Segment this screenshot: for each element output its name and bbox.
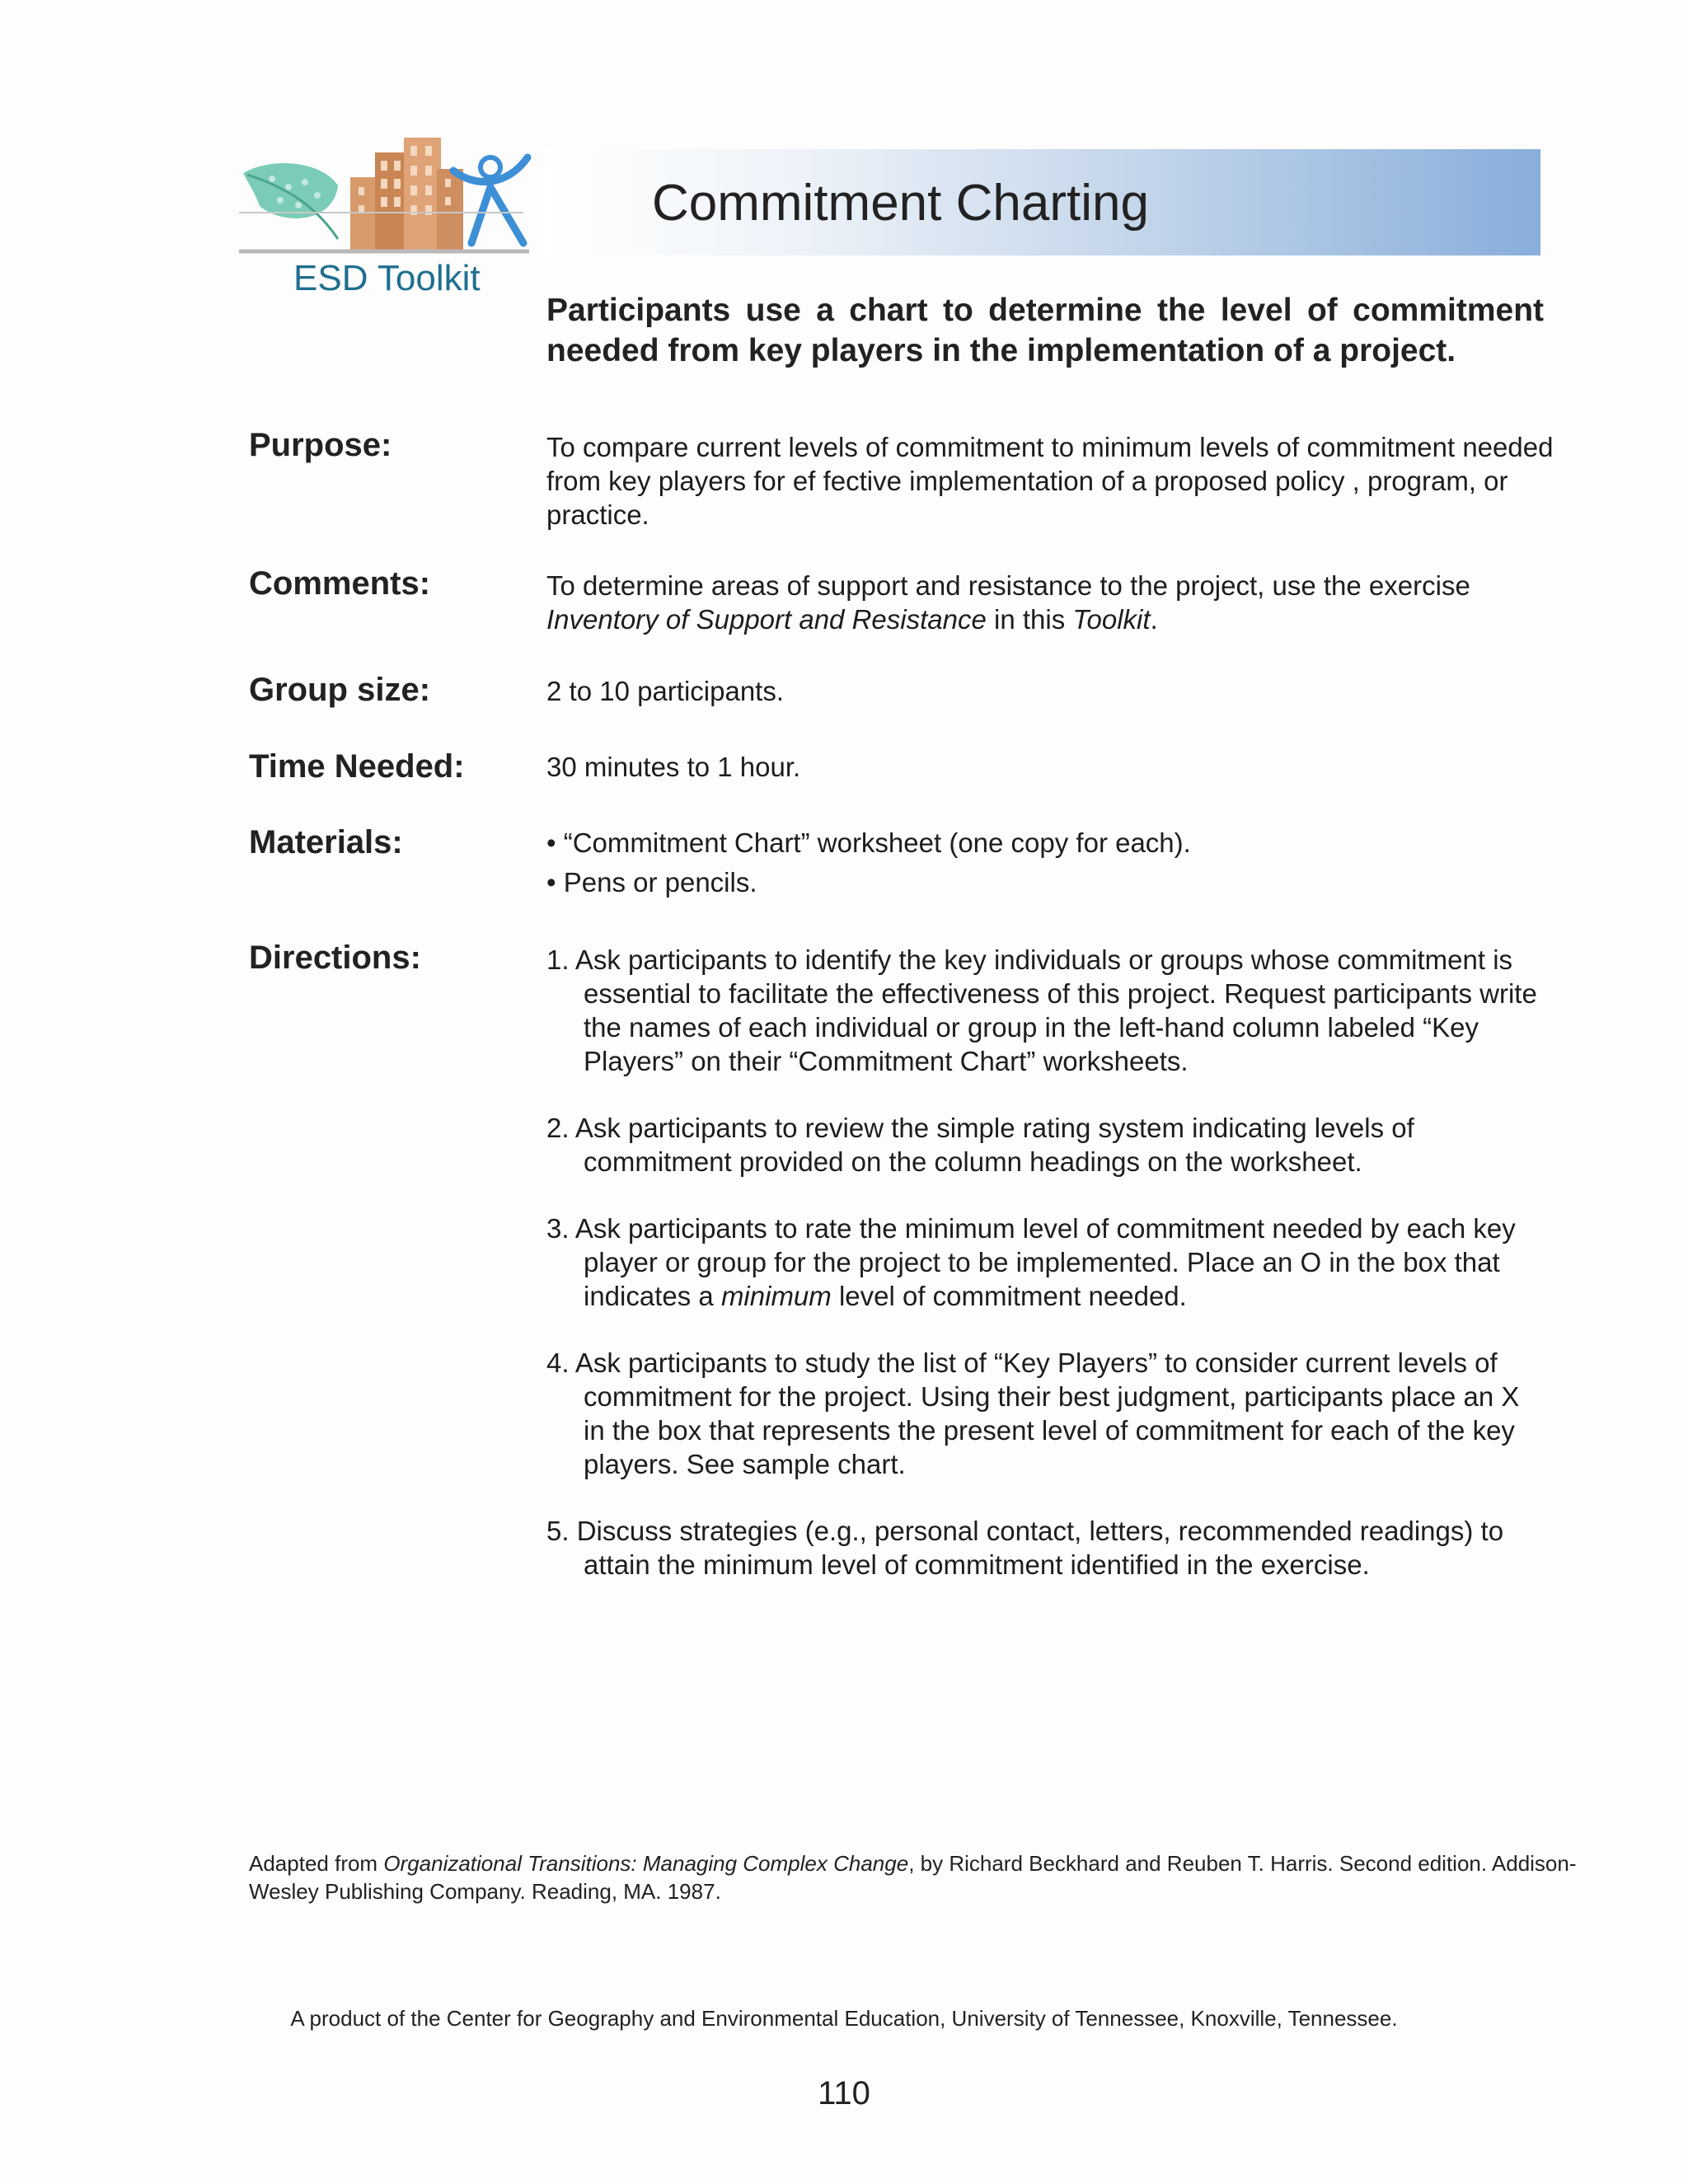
list-item: • “Commitment Chart” worksheet (one copy for each). [546, 827, 1191, 858]
comments-label: Comments: [249, 565, 431, 602]
leaf-icon [243, 163, 338, 218]
directions-label: Directions: [249, 940, 421, 976]
person-icon [453, 157, 528, 243]
purpose-text: To compare current levels of commitment to minimum levels of commitment needed from key players for ef fective implementation of a proposed policy , program, or practice. [546, 432, 1554, 530]
direction-step-1: 1. Ask participants to identify the key individuals or groups whose commitment is essential to facilitate the effectiveness of this project. Request participants write the names of each individual or group in the left-hand column labeled “Key Players” on their “Commitment Chart” worksheets. [546, 944, 1537, 1076]
page-subtitle: Participants use a chart to determine the level of commitment needed from key players in the implementation of a project. [546, 293, 1544, 368]
comments-text-part: . [1150, 604, 1158, 635]
comments-text-part: in this [986, 604, 1073, 635]
direction-step-3 [546, 1212, 1548, 1313]
time-needed-label: Time Needed: [249, 748, 465, 785]
page-title: Commitment Charting [652, 175, 1149, 232]
source-footnote [249, 1849, 1584, 1905]
title-banner [544, 149, 1540, 255]
comments-exercise-title: Inventory of Support and Resistance [546, 604, 987, 635]
footnote-book-title: Organizational Transitions: Managing Complex Change [383, 1851, 909, 1876]
materials-list [546, 826, 1568, 905]
purpose-label: Purpose: [249, 427, 392, 463]
list-item: • Pens or pencils. [546, 867, 757, 898]
time-needed-text: 30 minutes to 1 hour. [546, 752, 801, 782]
comments-text-part: To determine areas of support and resistance to the project, use the exercise [546, 570, 1470, 601]
buildings-icon [350, 138, 463, 250]
logo-graphic [239, 128, 536, 260]
step-emphasis: minimum [720, 1281, 832, 1311]
direction-step-5: 5. Discuss strategies (e.g., personal contact, letters, recommended readings) to attain the minimum level of commitment identified in the exercise. [546, 1516, 1504, 1580]
logo-text: ESD Toolkit [293, 258, 481, 298]
credit-line: A product of the Center for Geography and Environmental Education, University of Tennessee, Knoxville, Tennessee. [290, 2006, 1398, 2031]
footnote-text-part: , by Richard Beckhard and Reuben T. Harris. Second edition. Addison-Wesley Publishing Company. Reading, MA. 1987. [249, 1851, 1577, 1904]
step-text-part: level of commitment needed. [831, 1281, 1187, 1311]
page-number: 110 [818, 2075, 870, 2111]
step-text-part: 3. Ask participants to rate the minimum level of commitment needed by each key player or group for the project to be implemented. Place an O in the box that indicates a [546, 1213, 1516, 1311]
directions-list [546, 943, 1548, 1615]
footnote-text-part: Adapted from [249, 1851, 384, 1876]
group-size-text: 2 to 10 participants. [546, 676, 785, 706]
direction-step-2: 2. Ask participants to review the simple rating system indicating levels of commitment provided on the column headings on the worksheet. [546, 1113, 1414, 1177]
comments-toolkit-ref: Toolkit [1072, 604, 1151, 635]
group-size-label: Group size: [249, 672, 431, 708]
esd-toolkit-logo [239, 128, 536, 317]
materials-label: Materials: [249, 824, 403, 860]
direction-step-4: 4. Ask participants to study the list of “Key Players” to consider current levels of commitment for the project. Using their best judgment, participants place an X in the box that represents the present level of commitment for each of the key players. See sample chart. [546, 1347, 1520, 1479]
comments-text [546, 569, 1568, 636]
